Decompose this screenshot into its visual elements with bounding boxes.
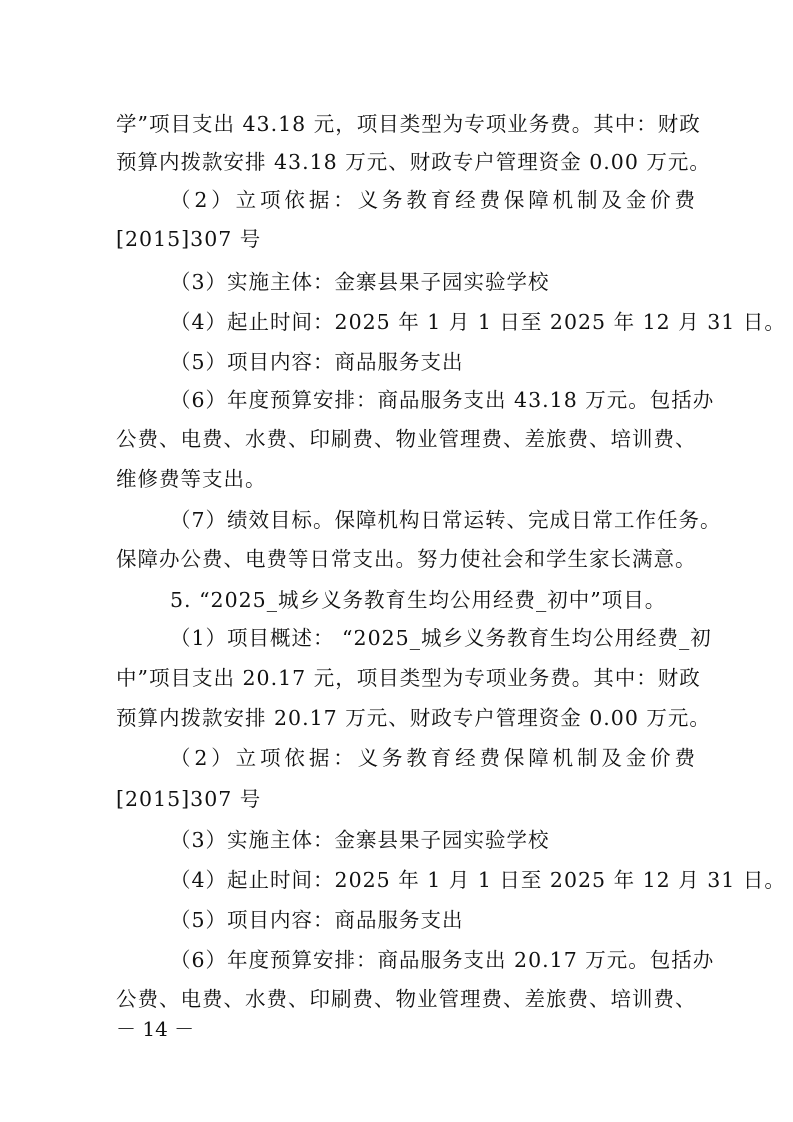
paragraph-line: （6）年度预算安排：商品服务支出 43.18 万元。包括办 [170, 388, 715, 412]
paragraph-line: 维修费等支出。 [116, 467, 267, 491]
paragraph-line: [2015]307 号 [116, 227, 262, 251]
paragraph-line: （5）项目内容：商品服务支出 [170, 350, 464, 374]
section-heading: 5. “2025_城乡义务教育生均公用经费_初中”项目。 [170, 588, 667, 612]
paragraph-line: （2）立项依据：义务教育经费保障机制及金价费 [170, 746, 696, 770]
paragraph-line: （3）实施主体：金寨县果子园实验学校 [170, 828, 550, 852]
paragraph-line: （4）起止时间：2025 年 1 月 1 日至 2025 年 12 月 31 日。 [170, 310, 786, 334]
paragraph-line: 公费、电费、水费、印刷费、物业管理费、差旅费、培训费、 [116, 987, 697, 1011]
paragraph-line: （7）绩效目标。保障机构日常运转、完成日常工作任务。 [170, 508, 722, 532]
paragraph-line: （2）立项依据：义务教育经费保障机制及金价费 [170, 188, 696, 212]
page-number: － 14 － [116, 1017, 195, 1041]
paragraph-line: （6）年度预算安排：商品服务支出 20.17 万元。包括办 [170, 948, 715, 972]
paragraph-line: 学”项目支出 43.18 元，项目类型为专项业务费。其中：财政 [116, 112, 701, 136]
paragraph-line: （3）实施主体：金寨县果子园实验学校 [170, 270, 550, 294]
paragraph-line: 保障办公费、电费等日常支出。努力使社会和学生家长满意。 [116, 547, 697, 571]
paragraph-line: 预算内拨款安排 20.17 万元、财政专户管理资金 0.00 万元。 [116, 706, 711, 730]
paragraph-line: [2015]307 号 [116, 787, 262, 811]
paragraph-line: （4）起止时间：2025 年 1 月 1 日至 2025 年 12 月 31 日。 [170, 868, 786, 892]
paragraph-line: 公费、电费、水费、印刷费、物业管理费、差旅费、培训费、 [116, 427, 697, 451]
paragraph-line: （1）项目概述： “2025_城乡义务教育生均公用经费_初 [170, 626, 712, 650]
paragraph-line: （5）项目内容：商品服务支出 [170, 908, 464, 932]
paragraph-line: 预算内拨款安排 43.18 万元、财政专户管理资金 0.00 万元。 [116, 150, 711, 174]
paragraph-line: 中”项目支出 20.17 元，项目类型为专项业务费。其中：财政 [116, 666, 701, 690]
